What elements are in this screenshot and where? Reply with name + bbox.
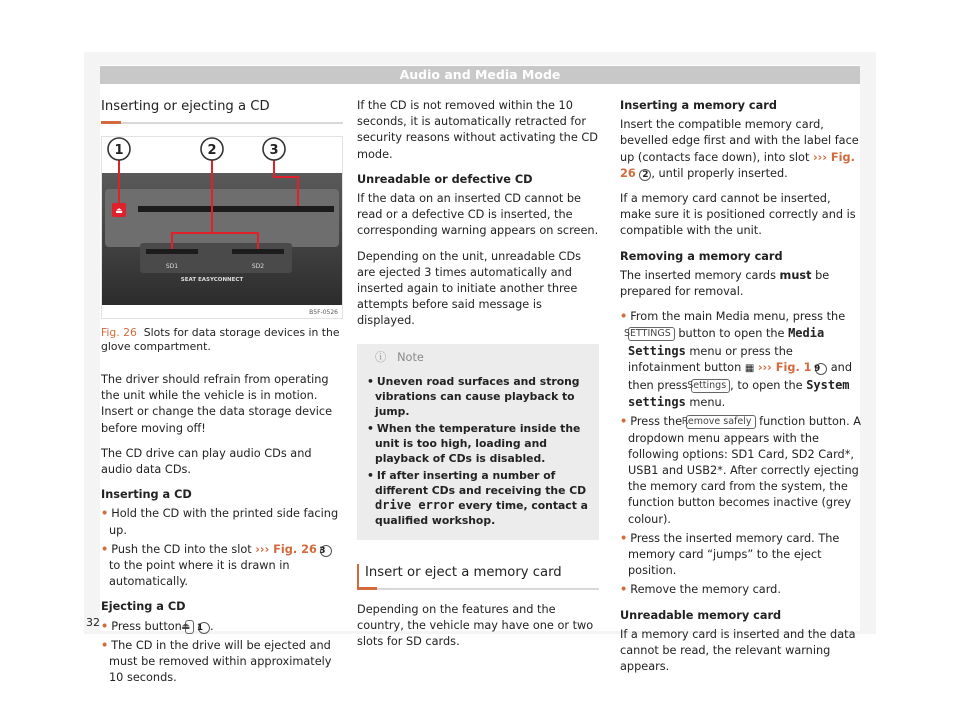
caption-ref: Fig. 26 bbox=[101, 326, 137, 339]
note-mono: drive error bbox=[375, 497, 455, 512]
menu-grid-icon: ▦ bbox=[744, 362, 755, 374]
column-1 bbox=[101, 98, 343, 689]
subheading-ejecting-cd: Ejecting a CD bbox=[101, 600, 186, 614]
callout-2: 2 bbox=[207, 143, 217, 158]
figure-26 bbox=[101, 136, 343, 319]
bullet-text: and then press bbox=[628, 360, 852, 393]
paragraph: If a memory card cannot be inserted, make sure it is positioned correctly and is compatible with the unit. bbox=[620, 192, 856, 238]
callout-ref: 1 bbox=[198, 622, 210, 634]
note-text: When the temperature inside the unit is too high, loading and playback of CDs is disabled. bbox=[375, 421, 581, 465]
brand-label: SEAT EASYCONNECT bbox=[180, 277, 244, 283]
settings-soft-button-label: Settings bbox=[691, 379, 730, 393]
callout-3: 3 bbox=[269, 143, 279, 158]
text: , until properly inserted. bbox=[651, 166, 788, 180]
eject-icon: ⏏ bbox=[185, 620, 194, 634]
svg-text:⏏: ⏏ bbox=[115, 206, 123, 215]
section-rule bbox=[357, 588, 599, 590]
paragraph bbox=[620, 117, 862, 182]
slots-illustration bbox=[102, 137, 342, 318]
subheading-unreadable-cd: Unreadable or defective CD bbox=[357, 172, 533, 186]
figure-code: B5F-0526 bbox=[309, 309, 338, 316]
bullet-text: Press the bbox=[630, 415, 683, 429]
bullet-text: Press button bbox=[111, 619, 182, 633]
bullet-text: Remove the memory card. bbox=[630, 583, 781, 597]
settings-button-label: SETTINGS bbox=[628, 327, 675, 341]
page-header bbox=[100, 66, 860, 84]
column-3 bbox=[620, 98, 862, 685]
fig-link[interactable]: ››› Fig. 26 bbox=[255, 542, 317, 556]
paragraph: The CD drive can play audio CDs and audio data CDs. bbox=[101, 446, 312, 477]
callout-ref: 2 bbox=[639, 169, 651, 181]
bullet-item: • Press button ⏏ 1 . bbox=[101, 619, 214, 633]
paragraph: If the data on an inserted CD cannot be read or a defective CD is inserted, the corresponding warning appears on screen. bbox=[357, 192, 599, 238]
subheading-unreadable-card: Unreadable memory card bbox=[620, 608, 782, 622]
note-body bbox=[367, 374, 591, 528]
text: be prepared for removal. bbox=[620, 268, 830, 299]
bullet-item: • The CD in the drive will be ejected and must be removed within approximately 10 seconds. bbox=[101, 638, 332, 685]
note-text: every time, contact a qualified workshop. bbox=[375, 498, 588, 527]
paragraph: The driver should refrain from operating the unit while the vehicle is in motion. Insert or change the data storage device before moving off! bbox=[101, 373, 333, 435]
note-box bbox=[357, 344, 599, 540]
paragraph: Depending on the unit, unreadable CDs are ejected 3 times automatically and inserted again to initiate another three attempts before said message is displayed. bbox=[357, 249, 582, 328]
note-bullet: • Uneven road surfaces and strong vibrations can cause playback to jump. bbox=[367, 374, 580, 418]
section-title-memory-card: Insert or eject a memory card bbox=[357, 564, 599, 588]
text-bold: must bbox=[779, 268, 812, 282]
bullet-item: • Press the Remove safely function button. A dropdown menu appears with the following options: SD1 Card, SD2 Card*, USB1 and USB2*. After correctly ejecting the memory card from the system, the function button becomes inactive (grey colour). bbox=[620, 415, 862, 526]
callout-ref: 9 bbox=[815, 363, 827, 375]
note-text: If after inserting a number of different CDs and receiving the CD bbox=[375, 468, 587, 497]
bullet-text: From the main Media menu, press the bbox=[630, 310, 846, 324]
info-icon: ⓘ bbox=[375, 350, 387, 364]
bullet-text: menu or press the infotainment button bbox=[628, 344, 793, 374]
paragraph: If the CD is not removed within the 10 seconds, it is automatically retracted for security reasons without activating the CD mode. bbox=[357, 99, 598, 161]
note-heading bbox=[367, 350, 591, 366]
column-2 bbox=[357, 98, 599, 659]
callout-ref: 3 bbox=[320, 545, 332, 557]
subheading-inserting-cd: Inserting a CD bbox=[101, 488, 192, 502]
bullet-text: button to open the bbox=[678, 327, 785, 341]
fig-link[interactable]: ››› Fig. 1 bbox=[757, 360, 812, 374]
bullet-text: to the point where it is drawn in automatically. bbox=[109, 559, 290, 589]
bullet-text: Push the CD into the slot bbox=[111, 542, 252, 556]
callout-1: 1 bbox=[114, 143, 124, 158]
note-bullet: • If after inserting a number of different CDs and receiving the CD drive error every time, contact a qualified workshop. bbox=[367, 468, 588, 527]
subheading-removing-card: Removing a memory card bbox=[620, 249, 783, 263]
bullet-text: menu. bbox=[689, 396, 726, 410]
menu-name: Media Settings bbox=[628, 326, 825, 358]
bullet-text: Press the inserted memory card. The memory card “jumps” to the eject position. bbox=[628, 531, 840, 578]
bullet-item: • Press the inserted memory card. The memory card “jumps” to the eject position. bbox=[620, 531, 840, 578]
bullet-item: • From the main Media menu, press the SETTINGS button to open the Media Settings menu or press the infotainment button ▦ ››› Fig. 1 9 and then press Settings , to open the System settings menu. bbox=[620, 310, 852, 410]
note-bullet: • When the temperature inside the unit is too high, loading and playback of CDs is disabled. bbox=[367, 421, 581, 465]
text: Insert the compatible memory card, bevelled edge first and with the label face up (contacts face down), into slot bbox=[620, 118, 859, 164]
remove-safely-button-label: Remove safely bbox=[686, 415, 756, 429]
bullet-item: • Remove the memory card. bbox=[620, 583, 781, 597]
paragraph bbox=[620, 268, 862, 300]
bullet-text: function button. A dropdown menu appears with the following options: SD1 Card, SD2 Card*, USB1 and USB2*. After correctly ejecting the memory card from the system, the function button becomes inactive (grey colour). bbox=[628, 415, 862, 526]
bullet-item: • Push the CD into the slot ››› Fig. 26 3 to the point where it is drawn in automatically. bbox=[101, 542, 343, 591]
header-title: Audio and Media Mode bbox=[399, 67, 561, 82]
note-label: Note bbox=[397, 350, 424, 364]
bullet-text: , to open the bbox=[730, 379, 803, 393]
section-rule bbox=[101, 122, 343, 124]
caption-text: Slots for data storage devices in the glove compartment. bbox=[101, 326, 340, 353]
paragraph: Depending on the features and the country, the vehicle may have one or two slots for SD cards. bbox=[357, 602, 594, 649]
bullet-text: Hold the CD with the printed side facing up. bbox=[109, 507, 339, 537]
text: The inserted memory cards bbox=[620, 268, 776, 282]
bullet-text: The CD in the drive will be ejected and must be removed within approximately 10 seconds. bbox=[109, 638, 332, 685]
slot-label-sd1: SD1 bbox=[165, 263, 179, 270]
menu-name: System settings bbox=[628, 378, 850, 410]
fig-link[interactable]: ››› Fig. 26 bbox=[620, 150, 855, 180]
slot-label-sd2: SD2 bbox=[251, 263, 265, 270]
section-title-cd: Inserting or ejecting a CD bbox=[101, 99, 270, 114]
page-number: 32 bbox=[86, 616, 100, 629]
paragraph: If a memory card is inserted and the data cannot be read, the relevant warning appears. bbox=[620, 627, 856, 674]
subheading-inserting-card: Inserting a memory card bbox=[620, 99, 777, 112]
bullet-item: • Hold the CD with the printed side facing up. bbox=[101, 507, 339, 537]
note-text: Uneven road surfaces and strong vibrations can cause playback to jump. bbox=[375, 374, 580, 418]
figure-caption bbox=[101, 326, 343, 354]
